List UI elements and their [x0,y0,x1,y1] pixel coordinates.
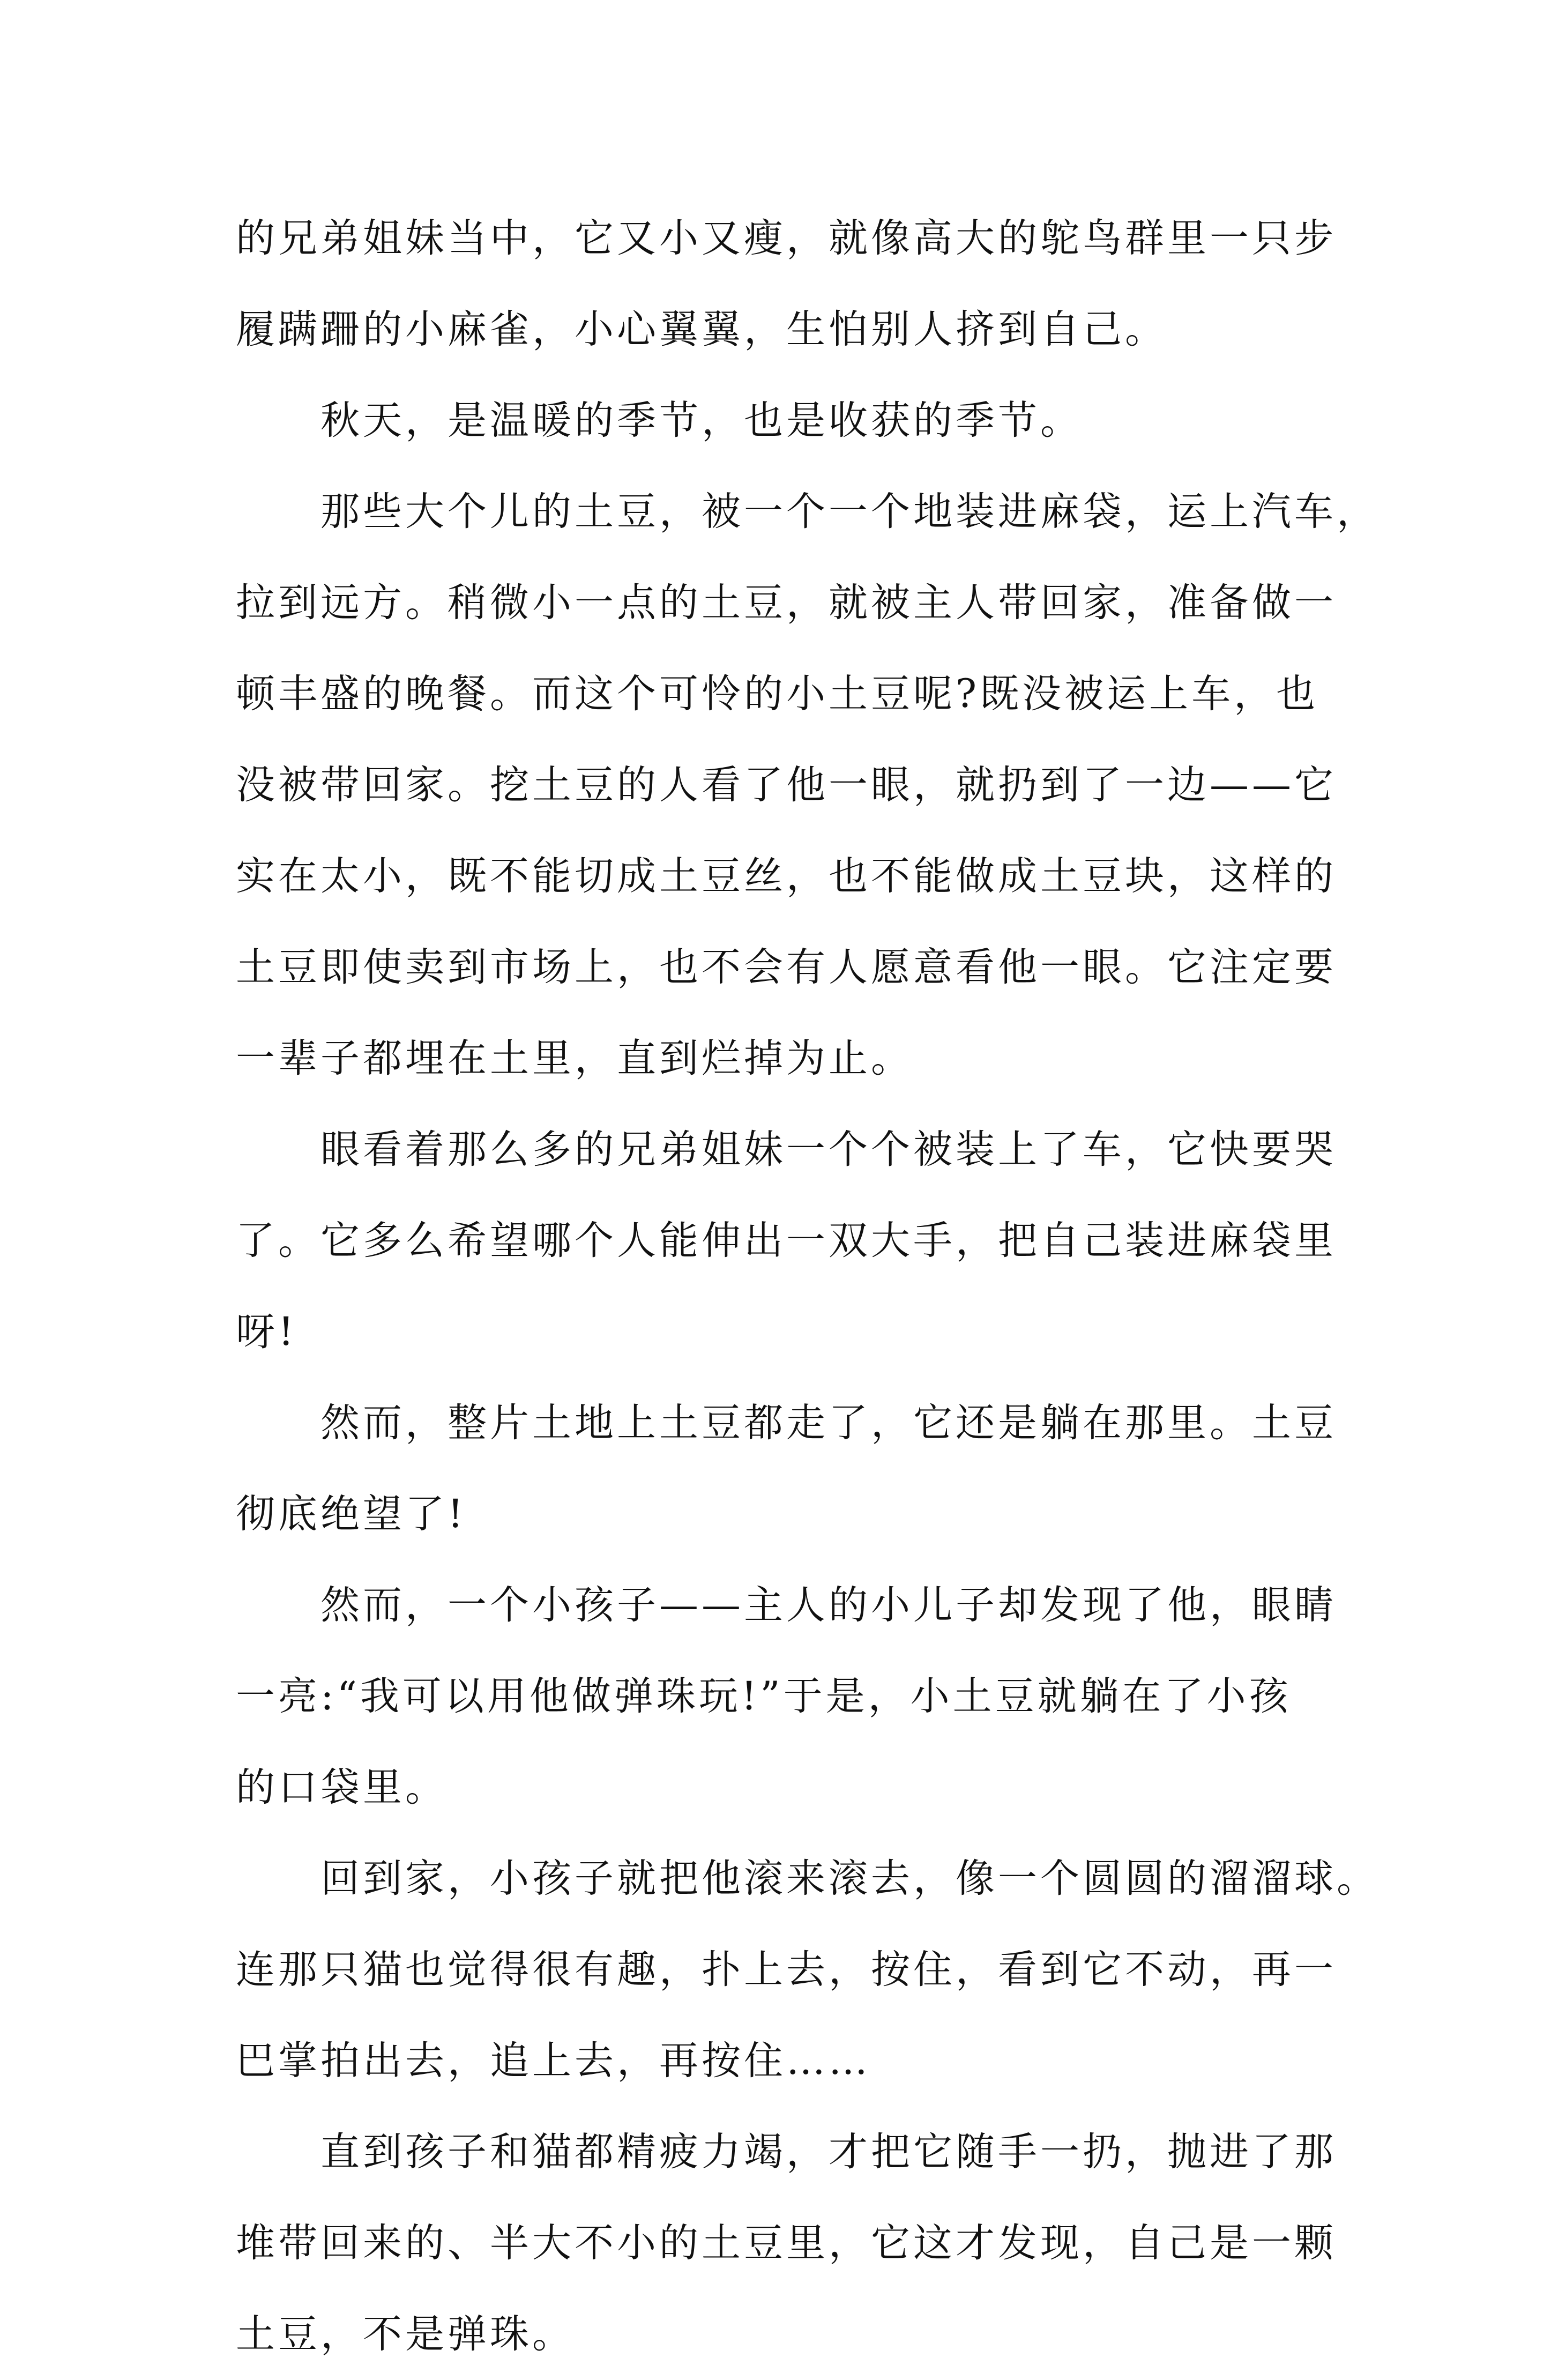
text-line: 实在太小，既不能切成土豆丝，也不能做成土豆块，这样的 [236,853,1337,899]
text-line: 的兄弟姐妹当中，它又小又瘦，就像高大的鸵鸟群里一只步 [236,215,1337,261]
paragraph-line: 直到孩子和猫都精疲力竭，才把它随手一扔，抛进了那 [320,2129,1337,2175]
text-line: 没被带回家。挖土豆的人看了他一眼，就扔到了一边——它 [236,762,1337,808]
text-line: 的口袋里。 [236,1765,448,1810]
text-line: 土豆，不是弹珠。 [236,2311,575,2357]
text-line: 一辈子都埋在土里，直到烂掉为止。 [236,1036,913,1081]
paragraph-line: 那些大个儿的土豆，被一个一个地装进麻袋，运上汽车， [320,489,1379,534]
story-text [236,193,1379,2380]
paragraph-line: 然而，一个小孩子——主人的小儿子却发现了他，眼睛 [320,1582,1337,1628]
text-line: 连那只猫也觉得很有趣，扑上去，按住，看到它不动，再一 [236,1947,1337,1992]
text-line: 彻底绝望了! [236,1491,467,1537]
paragraph-line: 回到家，小孩子就把他滚来滚去，像一个圆圆的溜溜球。 [320,1856,1379,1901]
paragraph-line: 然而，整片土地上土豆都走了，它还是躺在那里。土豆 [320,1400,1337,1446]
text-line: 履蹒跚的小麻雀，小心翼翼，生怕别人挤到自己。 [236,307,1167,352]
text-line: 了。它多么希望哪个人能伸出一双大手，把自己装进麻袋里 [236,1218,1337,1263]
text-line: 一亮:“我可以用他做弹珠玩!”于是，小土豆就躺在了小孩 [236,1674,1292,1719]
paragraph-line: 秋天，是温暖的季节，也是收获的季节。 [320,398,1083,443]
text-line: 顿丰盛的晚餐。而这个可怜的小土豆呢?既没被运上车，也 [236,671,1319,717]
text-line: 呀! [236,1309,297,1355]
text-line: 拉到远方。稍微小一点的土豆，就被主人带回家，准备做一 [236,580,1337,626]
text-line: 巴掌拍出去，追上去，再按住…… [236,2038,871,2084]
paragraph-line: 眼看着那么多的兄弟姐妹一个个被装上了车，它快要哭 [320,1127,1337,1172]
text-line: 土豆即使卖到市场上，也不会有人愿意看他一眼。它注定要 [236,944,1337,990]
text-line: 堆带回来的、半大不小的土豆里，它这才发现，自己是一颗 [236,2220,1337,2266]
